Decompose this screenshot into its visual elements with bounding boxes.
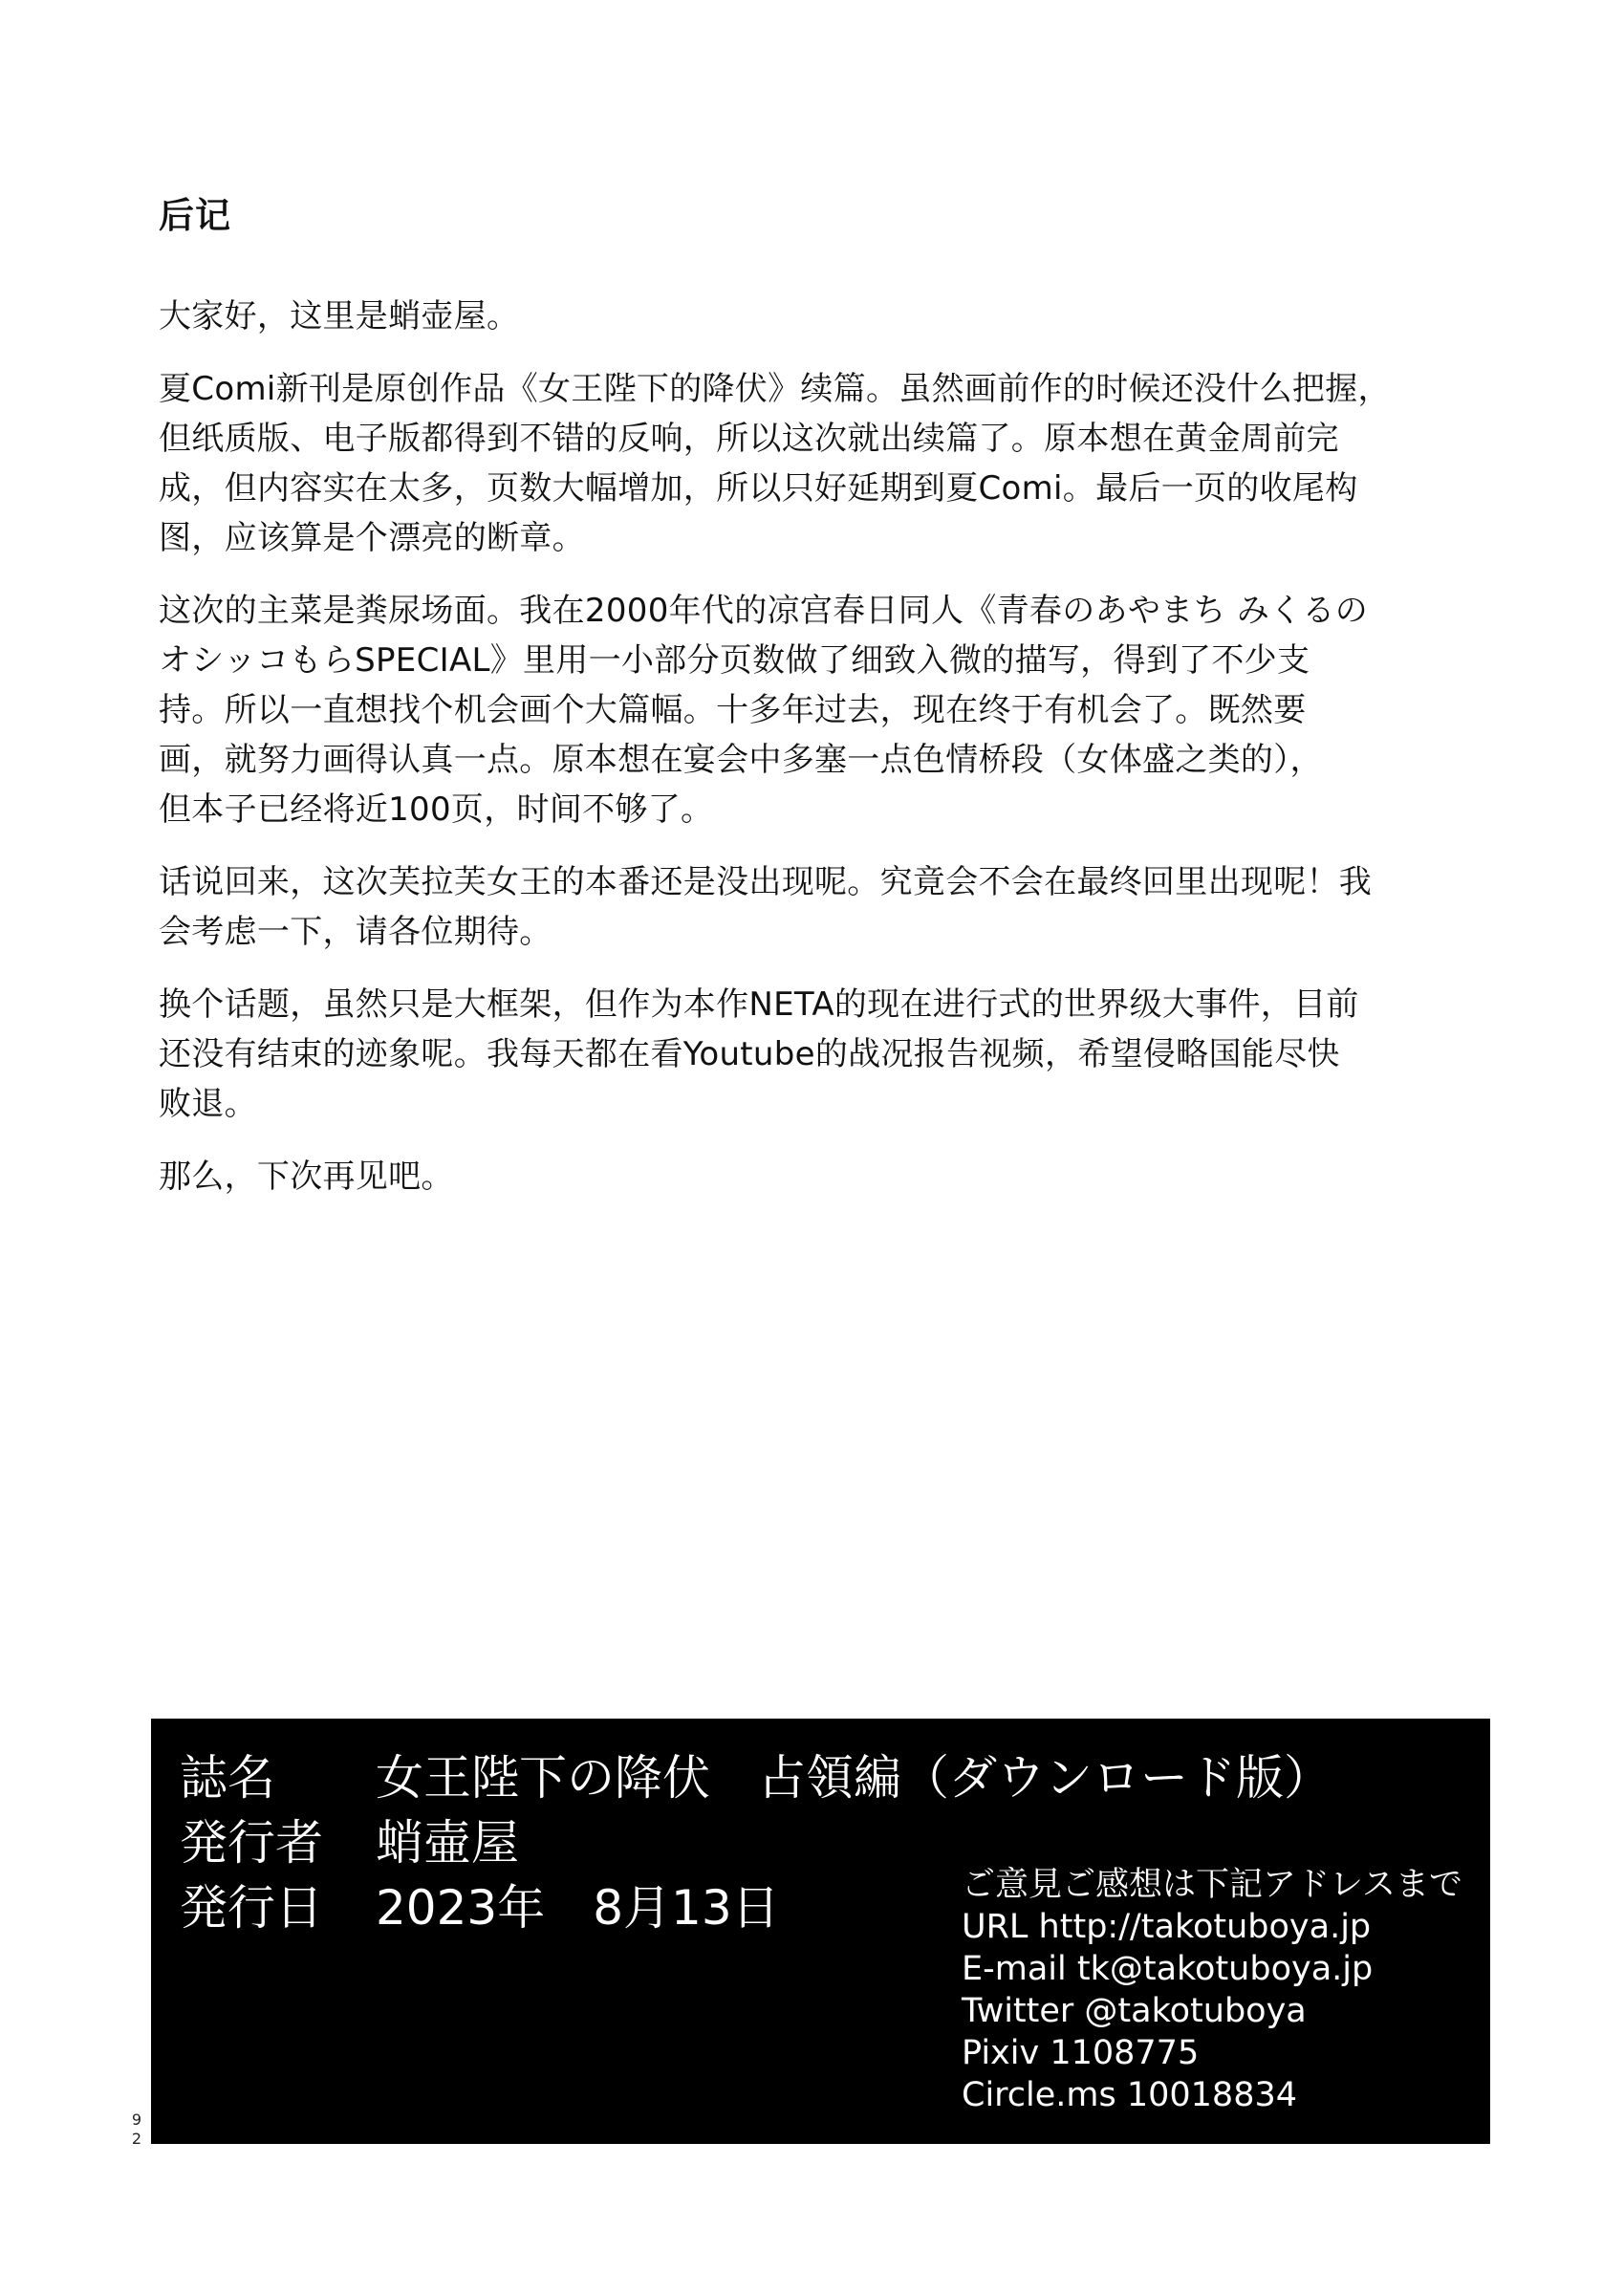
afterword-section (159, 186, 1487, 1224)
paragraph-line: 大家好，这里是蛸壶屋。 (159, 297, 520, 335)
title-value: 女王陛下の降伏 占領編（ダウンロード版） (376, 1750, 1332, 1806)
paragraph-line: 持。所以一直想找个机会画个大篇幅。十多年过去，现在终于有机会了。既然要 (159, 691, 1307, 729)
contact-email[interactable]: E-mail tk@takotuboya.jp (962, 1950, 1374, 1988)
page-number-digit: 2 (131, 2130, 142, 2148)
paragraph-line: 成，但内容实在太多，页数大幅增加，所以只好延期到夏Comi。最后一页的收尾构 (159, 469, 1358, 508)
paragraph-line: 会考虑一下，请各位期待。 (159, 913, 552, 951)
afterword-body (159, 292, 1487, 1201)
page-number-digit: 9 (131, 2110, 142, 2129)
paragraph-line: 换个话题，虽然只是大框架，但作为本作NETA的现在进行式的世界级大事件，目前 (159, 985, 1359, 1024)
page-number (129, 2110, 144, 2149)
afterword-paragraph (159, 364, 1487, 563)
contact-pixiv: Pixiv 1108775 (962, 2034, 1200, 2072)
paragraph-line: 话说回来，这次芙拉芙女王的本番还是没出现呢。究竟会不会在最终回里出现呢！我 (159, 863, 1373, 901)
paragraph-line: 败退。 (159, 1085, 257, 1123)
paragraph-line: オシッコもらSPECIAL》里用一小部分页数做了细致入微的描写，得到了不少支 (159, 641, 1310, 680)
paragraph-line: 还没有结束的迹象呢。我每天都在看Youtube的战况报告视频，希望侵略国能尽快 (159, 1035, 1340, 1073)
afterword-paragraph (159, 980, 1487, 1129)
colophon-box (151, 1719, 1490, 2144)
afterword-paragraph (159, 586, 1487, 834)
afterword-paragraph (159, 292, 1487, 341)
contact-info (962, 1864, 1462, 2116)
afterword-paragraph (159, 857, 1487, 957)
paragraph-line: 那么，下次再见吧。 (159, 1158, 454, 1196)
contact-twitter[interactable]: Twitter @takotuboya (962, 1992, 1307, 2030)
contact-circle: Circle.ms 10018834 (962, 2076, 1298, 2114)
contact-heading: ご意見ご感想は下記アドレスまで (962, 1866, 1462, 1904)
date-label: 発行日 (180, 1880, 323, 1936)
paragraph-line: 画，就努力画得认真一点。原本想在宴会中多塞一点色情桥段（女体盛之类的）， (159, 741, 1323, 779)
contact-url[interactable]: URL http://takotuboya.jp (962, 1908, 1372, 1946)
date-value: 2023年 8月13日 (376, 1880, 780, 1936)
afterword-title: 后记 (159, 195, 231, 236)
paragraph-line: 夏Comi新刊是原创作品《女王陛下的降伏》续篇。虽然画前作的时候还没什么把握， (159, 370, 1391, 408)
publisher-value: 蛸壷屋 (376, 1815, 519, 1871)
title-row (180, 1745, 1332, 1810)
afterword-paragraph (159, 1152, 1487, 1201)
title-label: 誌名 (180, 1750, 275, 1806)
publisher-label: 発行者 (180, 1815, 323, 1871)
paragraph-line: 但本子已经将近100页，时间不够了。 (159, 790, 714, 829)
paragraph-line: 图，应该算是个漂亮的断章。 (159, 519, 585, 557)
paragraph-line: 这次的主菜是粪尿场面。我在2000年代的凉宫春日同人《青春のあやまち みくるの (159, 592, 1369, 630)
paragraph-line: 但纸质版、电子版都得到不错的反响，所以这次就出续篇了。原本想在黄金周前完 (159, 420, 1339, 458)
